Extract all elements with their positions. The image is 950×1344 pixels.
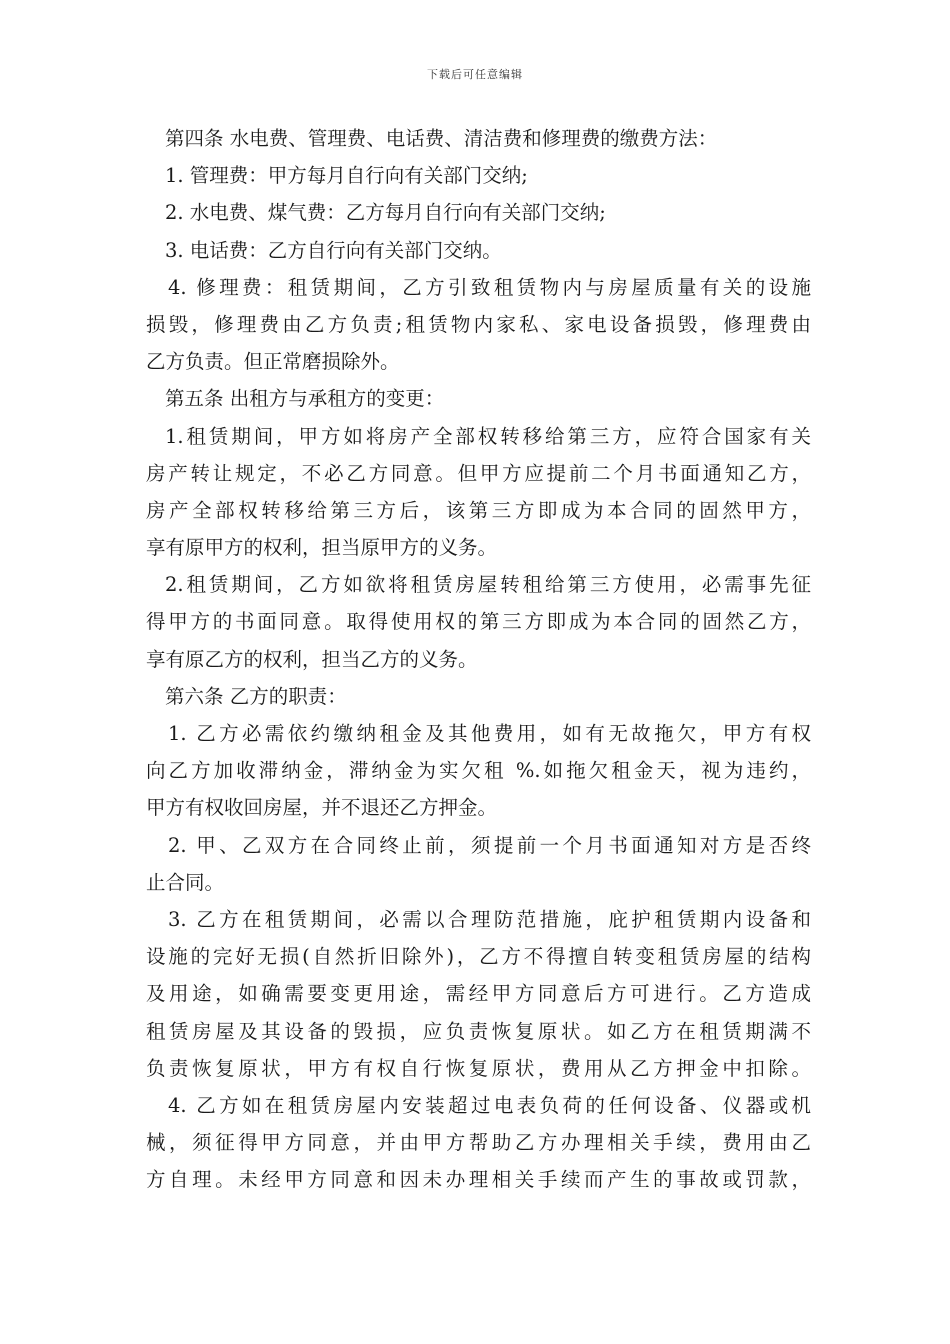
article-6-item-2-line-2: 止合同。 <box>146 870 225 894</box>
article-4-item-4-line-2: 损毁，修理费由乙方负责;租赁物内家私、家电设备损毁，修理费由 <box>146 312 811 336</box>
article-6-item-3-line-4: 租赁房屋及其设备的毁损，应负责恢复原状。如乙方在租赁期满不 <box>146 1019 811 1043</box>
article-6-item-3-line-3: 及用途，如确需要变更用途，需经甲方同意后方可进行。乙方造成 <box>146 982 811 1006</box>
article-6-item-3-line-5: 负责恢复原状，甲方有权自行恢复原状，费用从乙方押金中扣除。 <box>146 1056 811 1080</box>
article-5-item-2-line-1: 2.租赁期间，乙方如欲将租赁房屋转租给第三方使用，必需事先征 <box>165 573 811 597</box>
article-5-item-2-line-3: 享有原乙方的权利，担当乙方的义务。 <box>146 647 478 671</box>
article-6-item-2-line-1: 2. 甲、乙双方在合同终止前，须提前一个月书面通知对方是否终 <box>168 833 811 857</box>
article-4-heading: 第四条 水电费、管理费、电话费、清洁费和修理费的缴费方法： <box>165 127 718 150</box>
page-header: 下载后可任意编辑 <box>427 68 523 81</box>
article-6-item-4-line-2: 械，须征得甲方同意，并由甲方帮助乙方办理相关手续，费用由乙 <box>146 1131 811 1155</box>
article-6-item-4-line-3: 方自理。未经甲方同意和因未办理相关手续而产生的事故或罚款， <box>146 1168 811 1192</box>
article-6-item-1-line-2: 向乙方加收滞纳金，滞纳金为实欠租 %.如拖欠租金天，视为违约， <box>146 759 811 783</box>
article-4-item-3: 3. 电话费：乙方自行向有关部门交纳。 <box>165 238 502 262</box>
article-6-item-4-line-1: 4. 乙方如在租赁房屋内安装超过电表负荷的任何设备、仪器或机 <box>168 1093 811 1117</box>
article-6-item-3-line-1: 3. 乙方在租赁期间，必需以合理防范措施，庇护租赁期内设备和 <box>168 907 811 931</box>
article-5-item-1-line-2: 房产转让规定，不必乙方同意。但甲方应提前二个月书面通知乙方， <box>146 461 811 485</box>
article-5-item-1-line-4: 享有原甲方的权利，担当原甲方的义务。 <box>146 536 498 560</box>
article-5-heading: 第五条 出租方与承租方的变更： <box>165 387 445 411</box>
article-6-heading: 第六条 乙方的职责： <box>165 684 347 708</box>
article-6-item-1-line-1: 1. 乙方必需依约缴纳租金及其他费用，如有无故拖欠，甲方有权 <box>168 722 811 745</box>
article-5-item-1-line-1: 1.租赁期间，甲方如将房产全部权转移给第三方，应符合国家有关 <box>165 424 811 448</box>
article-5-item-1-line-3: 房产全部权转移给第三方后，该第三方即成为本合同的固然甲方， <box>146 498 811 522</box>
article-5-item-2-line-2: 得甲方的书面同意。取得使用权的第三方即成为本合同的固然乙方， <box>146 610 811 634</box>
article-6-item-1-line-3: 甲方有权收回房屋，并不退还乙方押金。 <box>146 796 498 820</box>
article-4-item-2: 2. 水电费、煤气费：乙方每月自行向有关部门交纳; <box>165 201 606 225</box>
document-body <box>146 120 811 1198</box>
article-6-item-3-line-2: 设施的完好无损(自然折旧除外)，乙方不得擅自转变租赁房屋的结构 <box>146 945 811 969</box>
article-4-item-4-line-1: 4. 修理费：租赁期间，乙方引致租赁物内与房屋质量有关的设施 <box>168 275 811 299</box>
article-4-item-4-line-3: 乙方负责。但正常磨损除外。 <box>146 350 400 374</box>
article-4-item-1: 1. 管理费：甲方每月自行向有关部门交纳; <box>165 164 528 188</box>
